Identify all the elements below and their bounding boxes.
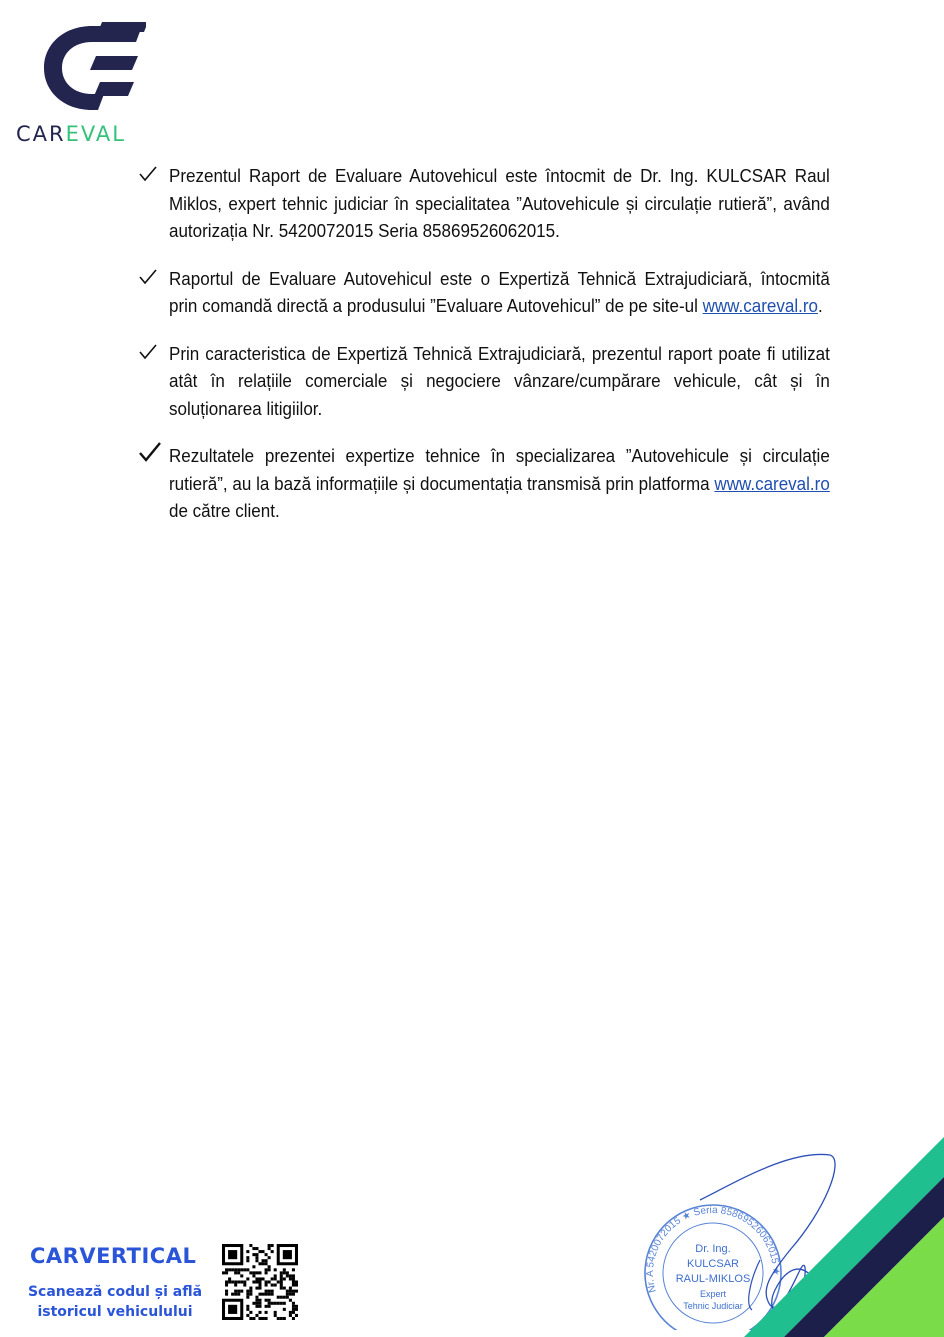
careval-logo <box>14 18 154 148</box>
tagline-line1: Scanează codul și află <box>27 1284 203 1300</box>
item-text <box>169 265 830 320</box>
careval-link[interactable]: www.careval.ro <box>714 472 830 494</box>
list-item <box>139 442 831 525</box>
stamp-line5: Tehnic Judiciar <box>683 1301 743 1311</box>
check-icon <box>139 269 157 285</box>
stamp-line3: RAUL-MIKLOS <box>675 1273 751 1285</box>
list-item <box>139 162 831 245</box>
careval-logo-text <box>16 122 126 146</box>
list-item <box>139 265 831 320</box>
check-icon <box>139 166 157 182</box>
check-icon <box>139 344 157 360</box>
list-item <box>139 340 831 423</box>
stamp-ring-text: Nr. A 5420072015 ★ Seria 85869526062015 ★ <box>644 1204 782 1294</box>
declaration-list <box>139 162 831 545</box>
carvertical-tagline <box>26 1282 204 1322</box>
careval-logo-mark-icon <box>34 18 146 118</box>
logo-text-eval: EVAL <box>65 122 126 146</box>
item-text-after: . <box>818 295 823 316</box>
stamp-line2: KULCSAR <box>687 1258 739 1270</box>
item-text-before: Raportul de Evaluare Autovehicul este o Expertiză Tehnică Extrajudiciară, întocmită prin comandă directă a produsului ”Evaluare Autovehicul” de pe site-ul <box>169 267 830 316</box>
careval-link[interactable]: www.careval.ro <box>702 295 819 316</box>
carvertical-brand: CARVERTICAL <box>30 1244 197 1268</box>
item-text: Prin caracteristica de Expertiză Tehnică Extrajudiciară, prezentul raport poate fi utilizat atât în relațiile comerciale și negociere vânzare/cumpărare vehicule, cât și în soluționarea litigiilor. <box>169 342 830 419</box>
check-icon <box>139 442 161 462</box>
stamp-line1: Dr. Ing. <box>695 1243 731 1255</box>
item-text <box>169 442 830 525</box>
stamp-line4: Expert <box>699 1289 727 1299</box>
item-text-after: de către client. <box>169 500 280 521</box>
qr-code-icon[interactable] <box>222 1244 298 1320</box>
corner-stripes-decoration <box>704 1097 944 1337</box>
item-text: Prezentul Raport de Evaluare Autovehicul este întocmit de Dr. Ing. KULCSAR Raul Miklos, expert tehnic judiciar în specialitatea ”Autovehicule și circulație rutieră”, având autorizația Nr. 5420072015 Seria 85869526062015. <box>169 165 830 241</box>
tagline-line2: istoricul vehiculului <box>37 1304 193 1320</box>
item-text-before: Rezultatele prezentei expertize tehnice în specializarea ”Autovehicule și circulație rutieră”, au la bază informațiile și documentația transmisă prin platforma <box>169 445 830 494</box>
logo-text-car: CAR <box>16 122 66 146</box>
